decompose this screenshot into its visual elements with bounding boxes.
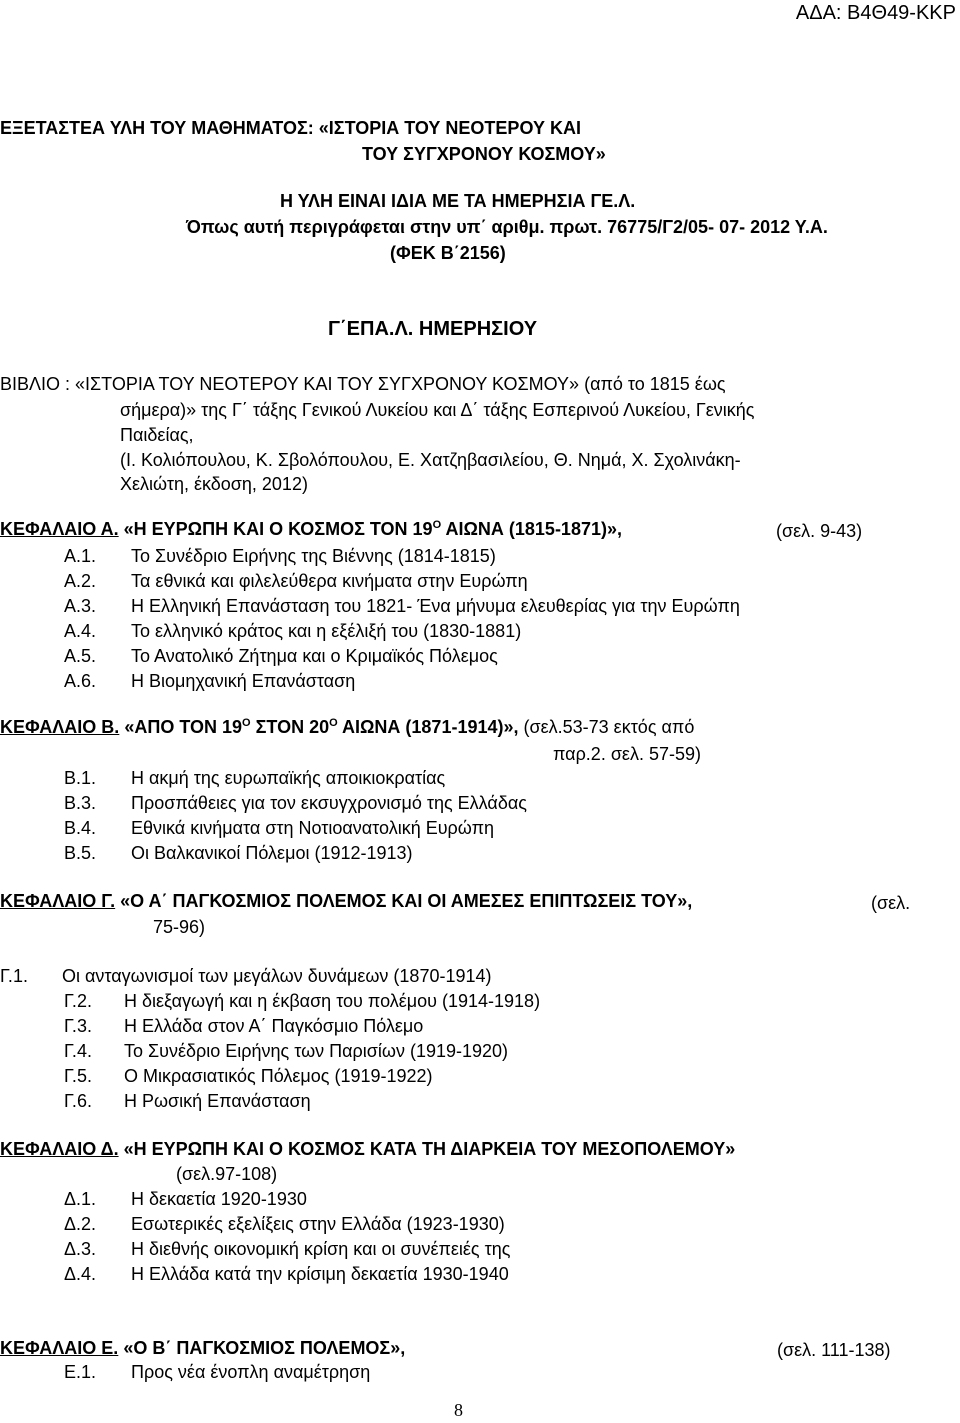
book-line-1: ΒΙΒΛΙΟ : «ΙΣΤΟΡΙΑ ΤΟΥ ΝΕΟΤΕΡΟΥ ΚΑΙ ΤΟΥ ΣΥΓΧΡΟΝΟΥ ΚΟΣΜΟΥ» (από το 1815 έως	[0, 374, 726, 394]
chapter-c-pages: (σελ.	[871, 893, 911, 913]
header-line-1: ΕΞΕΤΑΣΤΕΑ ΥΛΗ ΤΟΥ ΜΑΘΗΜΑΤΟΣ: «ΙΣΤΟΡΙΑ ΤΟΥ ΝΕΟΤΕΡΟΥ ΚΑΙ	[0, 118, 581, 138]
list-item: Α.1.	[64, 546, 97, 566]
list-item-text: Εσωτερικές εξελίξεις στην Ελλάδα (1923-1930)	[131, 1214, 505, 1234]
list-item-text: Η διεξαγωγή και η έκβαση του πολέμου (1914-1918)	[124, 991, 541, 1011]
document-code: ΑΔΑ: Β4Θ49-ΚΚΡ	[795, 2, 956, 24]
chapter-b-heading: ΚΕΦΑΛΑΙΟ Β. «ΑΠΟ ΤΟΝ $19^O$ ΣΤΟΝ $20^O$ ΑΙΩΝΑ (1871-1914)», (σελ.53-73 εκτός από	[0, 717, 695, 737]
list-item: Δ.4.	[64, 1264, 97, 1284]
list-item: Γ.5.	[64, 1066, 92, 1086]
list-item-text: Η Ρωσική Επανάσταση	[124, 1091, 311, 1111]
list-item-text: Το Ανατολικό Ζήτημα και ο Κριμαϊκός Πόλεμος	[131, 646, 498, 666]
list-item: Γ.3.	[64, 1016, 92, 1036]
chapter-c-label: ΚΕΦΑΛΑΙΟ Γ.	[0, 891, 116, 911]
chapter-a-heading: ΚΕΦΑΛΑΙΟ Α. «Η ΕΥΡΩΠΗ ΚΑΙ Ο ΚΟΣΜΟΣ ΤΟΝ $19^O$ ΑΙΩΝΑ (1815-1871)»,	[0, 519, 622, 539]
header-line-2: ΤΟΥ ΣΥΓΧΡΟΝΟΥ ΚΟΣΜΟΥ»	[362, 144, 606, 164]
header-line-3: Η ΥΛΗ ΕΙΝΑΙ ΙΔΙΑ ΜΕ ΤΑ ΗΜΕΡΗΣΙΑ ΓΕ.Λ.	[280, 191, 636, 211]
list-item: Β.5.	[64, 843, 97, 863]
header-line-5: (ΦΕΚ Β΄2156)	[390, 243, 506, 263]
list-item: Β.4.	[64, 818, 97, 838]
list-item: Δ.1.	[64, 1189, 97, 1209]
list-item-text: Η Ελληνική Επανάσταση του 1821- Ένα μήνυμα ελευθερίας για την Ευρώπη	[131, 596, 740, 616]
list-item: Α.3.	[64, 596, 97, 616]
list-item: Γ.4.	[64, 1041, 92, 1061]
list-item-text: Το ελληνικό κράτος και η εξέλιξή του (1830-1881)	[131, 621, 522, 641]
book-line-3: Παιδείας,	[120, 425, 194, 445]
chapter-e-pages: (σελ. 111-138)	[777, 1340, 891, 1360]
book-line-5: Χελιώτη, έκδοση, 2012)	[120, 474, 308, 494]
list-item: Α.4.	[64, 621, 97, 641]
chapter-a-pages: (σελ. 9-43)	[776, 521, 863, 541]
list-item-text: Οι Βαλκανικοί Πόλεμοι (1912-1913)	[131, 843, 413, 863]
chapter-b-label: ΚΕΦΑΛΑΙΟ Β.	[0, 717, 120, 737]
page-number: 8	[454, 1400, 463, 1420]
book-line-4: (Ι. Κολιόπουλου, Κ. Σβολόπουλου, Ε. Χατζηβασιλείου, Θ. Νημά, Χ. Σχολινάκη-	[120, 450, 741, 470]
list-item: Α.2.	[64, 571, 97, 591]
list-item: Β.3.	[64, 793, 97, 813]
list-item-text: Οι ανταγωνισμοί των μεγάλων δυνάμεων (1870-1914)	[62, 966, 492, 986]
list-item-text: Ο Μικρασιατικός Πόλεμος (1919-1922)	[124, 1066, 433, 1086]
chapter-c-pages-cont: 75-96)	[153, 917, 206, 937]
chapter-a-label: ΚΕΦΑΛΑΙΟ Α.	[0, 519, 119, 539]
list-item-text: Το Συνέδριο Ειρήνης των Παρισίων (1919-1920)	[124, 1041, 509, 1061]
list-item-text: Προς νέα ένοπλη αναμέτρηση	[131, 1362, 371, 1382]
list-item: Δ.3.	[64, 1239, 97, 1259]
list-item-text: Εθνικά κινήματα στη Νοτιοανατολική Ευρώπη	[131, 818, 495, 838]
list-item: Β.1.	[64, 768, 97, 788]
chapter-b-pages-cont: παρ.2. σελ. 57-59)	[553, 744, 701, 764]
chapter-c-heading: ΚΕΦΑΛΑΙΟ Γ. «Ο Α΄ ΠΑΓΚΟΣΜΙΟΣ ΠΟΛΕΜΟΣ ΚΑΙ ΟΙ ΑΜΕΣΕΣ ΕΠΙΠΤΩΣΕΙΣ ΤΟΥ»,	[0, 891, 693, 911]
list-item-text: Η Ελλάδα κατά την κρίσιμη δεκαετία 1930-1940	[131, 1264, 509, 1284]
list-item-text: Η διεθνής οικονομική κρίση και οι συνέπειές της	[131, 1239, 511, 1259]
book-line-2: σήμερα)» της Γ΄ τάξης Γενικού Λυκείου και Δ΄ τάξης Εσπερινού Λυκείου, Γενικής	[120, 400, 755, 420]
list-item: Γ.2.	[64, 991, 92, 1011]
chapter-d-heading: ΚΕΦΑΛΑΙΟ Δ. «Η ΕΥΡΩΠΗ ΚΑΙ Ο ΚΟΣΜΟΣ ΚΑΤΑ ΤΗ ΔΙΑΡΚΕΙΑ ΤΟΥ ΜΕΣΟΠΟΛΕΜΟΥ»	[0, 1139, 736, 1159]
list-item-text: Η Βιομηχανική Επανάσταση	[131, 671, 356, 691]
list-item-text: Η ακμή της ευρωπαϊκής αποικιοκρατίας	[131, 768, 446, 788]
list-item: Α.6.	[64, 671, 97, 691]
list-item: Α.5.	[64, 646, 97, 666]
list-item: Ε.1.	[64, 1362, 97, 1382]
list-item: Δ.2.	[64, 1214, 97, 1234]
list-item-text: Τα εθνικά και φιλελεύθερα κινήματα στην Ευρώπη	[131, 571, 528, 591]
class-title: Γ΄ΕΠΑ.Λ. ΗΜΕΡΗΣΙΟΥ	[328, 318, 538, 340]
chapter-e-heading: ΚΕΦΑΛΑΙΟ Ε. «Ο Β΄ ΠΑΓΚΟΣΜΙΟΣ ΠΟΛΕΜΟΣ»,	[0, 1338, 406, 1358]
chapter-e-label: ΚΕΦΑΛΑΙΟ Ε.	[0, 1338, 119, 1358]
chapter-b-pages: (σελ.53-73 εκτός από	[518, 717, 695, 737]
list-item-text: Η δεκαετία 1920-1930	[131, 1189, 307, 1209]
list-item: Γ.1.	[0, 966, 28, 986]
list-item-text: Προσπάθειες για τον εκσυγχρονισμό της Ελλάδας	[131, 793, 527, 813]
list-item: Γ.6.	[64, 1091, 92, 1111]
chapter-d-pages: (σελ.97-108)	[176, 1164, 278, 1184]
header-line-4: Όπως αυτή περιγράφεται στην υπ΄ αριθμ. πρωτ. 76775/Γ2/05- 07- 2012 Υ.Α.	[186, 217, 828, 237]
list-item-text: Η Ελλάδα στον Α΄ Παγκόσμιο Πόλεμο	[124, 1016, 424, 1036]
chapter-d-label: ΚΕΦΑΛΑΙΟ Δ.	[0, 1139, 119, 1159]
list-item-text: Το Συνέδριο Ειρήνης της Βιέννης (1814-1815)	[131, 546, 496, 566]
